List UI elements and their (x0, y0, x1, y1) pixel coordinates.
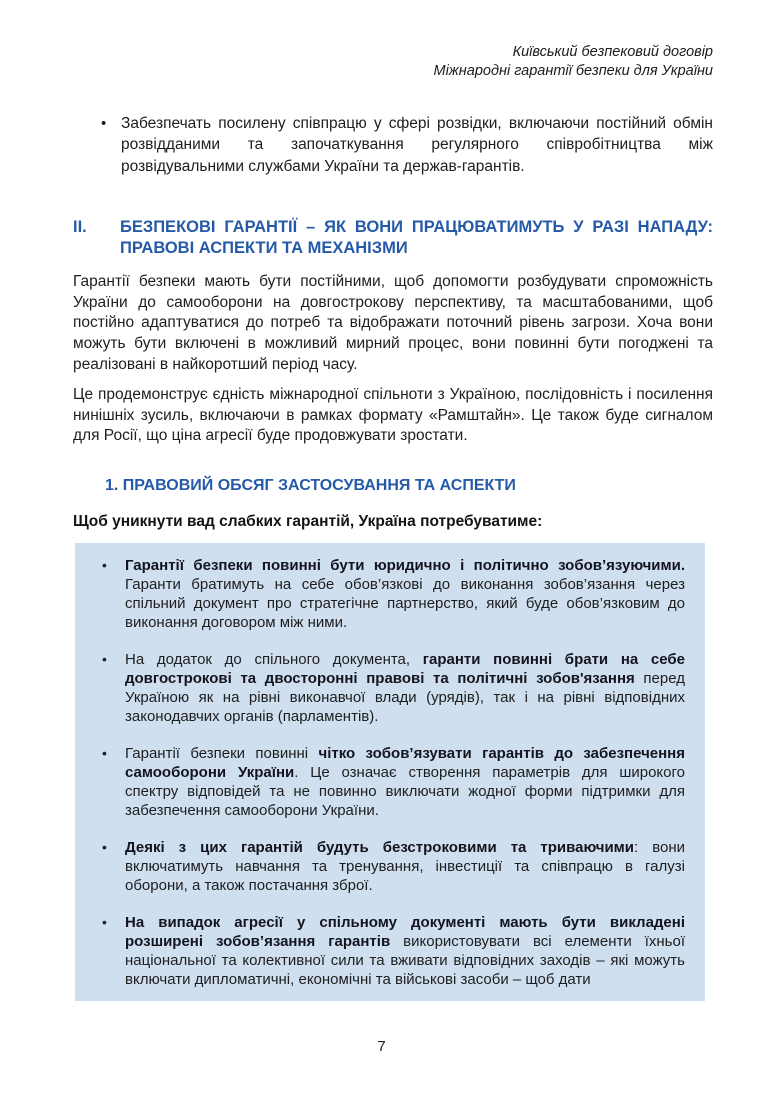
list-item-bold: чітко зобов’язувати гарантів до забезпечення самооборони України (125, 745, 685, 782)
section-heading (73, 217, 713, 260)
list-item-text: Забезпечать посилену співпрацю у сфері розвідки, включаючи постійний обмін розвідданими та започаткування регулярного співробітництва між розвідувальними службами України та держав-гарантів. (121, 115, 713, 175)
bullet-icon: • (102, 839, 107, 856)
list-item-text (125, 556, 685, 632)
running-header (73, 43, 713, 80)
list-item-bold: На випадок агресії у спільному документі мають бути викладені розширені зобов’язання гарантів (125, 914, 685, 951)
running-header-line2: Міжнародні гарантії безпеки для України (433, 62, 713, 79)
section-number: II. (73, 217, 87, 236)
list-item-rest: використовувати всі елементи їхньої національної та колективної сили та вживати відповідних заходів – які можуть включати дипломатичні, економічні та військові засоби – щоб дати (125, 933, 685, 989)
list-item-rest: : вони включатимуть навчання та тренування, інвестиції та співпрацю в галузі оборони, а також постачання зброї. (125, 839, 685, 895)
list-item (95, 650, 685, 726)
bullet-icon: • (102, 651, 107, 668)
highlight-box (75, 543, 705, 1001)
running-header-line1: Київський безпековий договір (512, 44, 713, 60)
list-item (95, 913, 685, 989)
bullet-icon: • (102, 914, 107, 931)
list-item (95, 744, 685, 820)
list-item-text (125, 838, 685, 895)
list-item (95, 838, 685, 895)
bullet-icon: • (102, 745, 107, 762)
list-item-rest: Гаранти братимуть на себе обов’язкові до виконання зобов’язання через спільний документ про стратегічне партнерство, який буде обов’язковим до виконання договором між ними. (125, 576, 685, 632)
list-item-bold: Деякі з цих гарантій будуть безстроковими та триваючими (125, 839, 634, 857)
list-item-text (125, 650, 685, 726)
subsection-heading: 1. ПРАВОВИЙ ОБСЯГ ЗАСТОСУВАННЯ ТА АСПЕКТИ (105, 477, 516, 495)
list-item-text (125, 913, 685, 989)
section-title: БЕЗПЕКОВІ ГАРАНТІЇ – ЯК ВОНИ ПРАЦЮВАТИМУТЬ У РАЗІ НАПАДУ: ПРАВОВІ АСПЕКТИ ТА МЕХАНІЗМИ (120, 217, 713, 258)
list-item-pre: Гарантії безпеки повинні (125, 745, 319, 763)
bullet-icon: • (102, 557, 107, 574)
paragraph: Гарантії безпеки мають бути постійними, щоб допомогти розбудувати спроможність України до самооборони на довгострокову перспективу, та масштабованими, щоб постійно адаптуватися до потреб та відображати поточний рівень загрози. Хоча вони можуть бути включені в можливий мирний процес, вони повинні бути погоджені та реалізовані в найкоротший період часу. (73, 272, 713, 374)
list-item-text (125, 744, 685, 820)
list-item (95, 556, 685, 632)
lead-sentence: Щоб уникнути вад слабких гарантій, Україна потребуватиме: (73, 513, 543, 531)
list-item-bold: гаранти повинні брати на себе довгострокові та двосторонні правові та політичні зобов'язання (125, 651, 685, 688)
list-item (73, 113, 713, 177)
list-item-pre: На додаток до спільного документа, (125, 651, 423, 669)
list-item-rest: . Це означає створення параметрів для широкого спектру відповідей та не повинно виключати жодної форми підтримки для забезпечення самооборони України. (125, 764, 685, 820)
page-number: 7 (377, 1038, 386, 1055)
paragraph: Це продемонструє єдність міжнародної спільноти з Україною, послідовність і посилення нинішніх зусиль, включаючи в рамках формату «Рамштайн». Це також буде сигналом для Росії, що ціна агресії буде продовжувати зростати. (73, 385, 713, 445)
list-item-bold: Гарантії безпеки повинні бути юридично і політично зобов’язуючими. (125, 557, 685, 575)
list-item-rest: перед Україною як на рівні виконавчої влади (урядів), так і на рівні відповідних законодавчих органів (парламентів). (125, 670, 685, 726)
bullet-icon: • (101, 115, 107, 132)
